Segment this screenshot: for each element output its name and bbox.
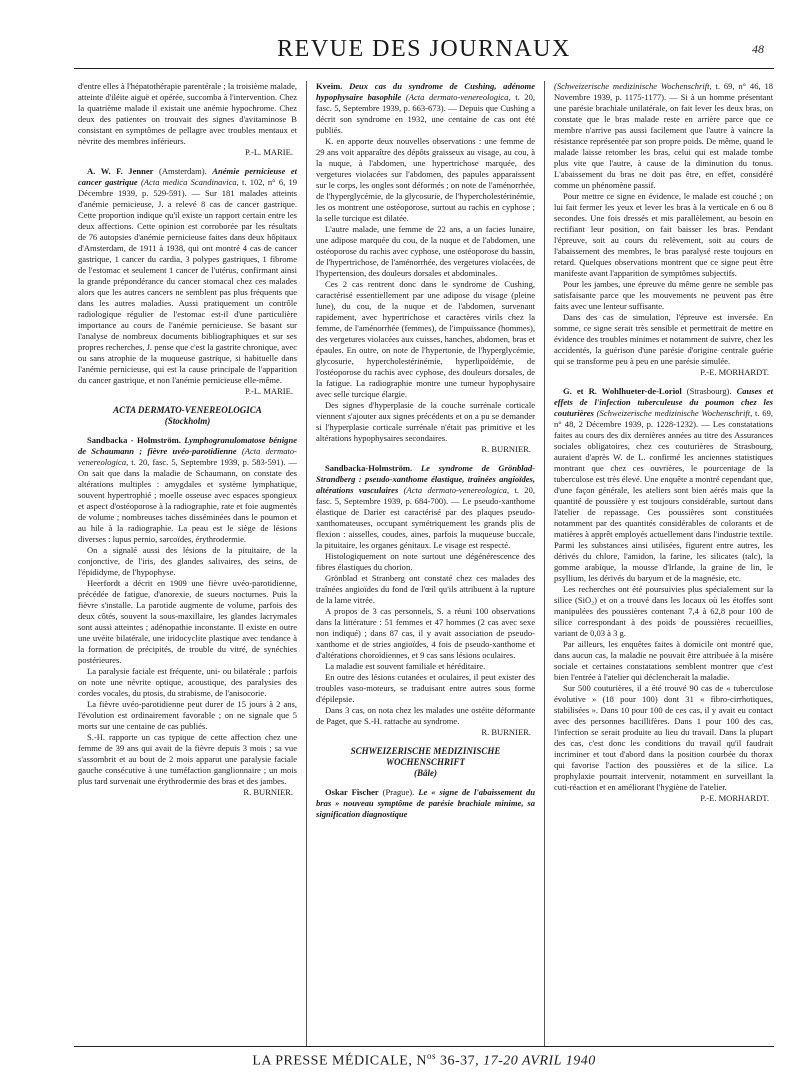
- paragraph: Les recherches ont été poursuivies plus spécialement sur la silice (SiO₂) et on a trouvé dans les locaux où les étoffes sont manipulées des poussières contenant 7,4 à 62,8 pour 100 de silice correspondant à des poids de poussières recueillies, variant de 0,03 à 3 g.: [554, 584, 773, 638]
- abstract-author: Sandbacka - Holmström.: [87, 435, 181, 445]
- paragraph: Heerfordt a décrit en 1909 une fièvre uvéo-parotidienne, précédée de fatigue, d'anorexie, de sueurs nocturnes. Puis la fièvre s'installe. La parotide augmente de volume, parfois des deux côtés, souvent la sous-maxillaire, les glandes lacrymales sont aussi atteintes ; adénopathie inconstante. Il existe en outre une uvéite bilatérale, une iridocyclite plastique avec tendance à la formation de précipités, de trouble du vitré, de synéchies postérieures.: [78, 578, 297, 665]
- column-divider: [306, 81, 307, 1046]
- abstract-body: , t. 20, fasc. 5, Septembre 1939, p. 663-673). — Depuis que Cushing a décrit son syndrome en 1932, une centaine de cas ont été publiés.: [316, 92, 535, 135]
- abstract-title: Anémie pernicieuse et cancer gastrique: [78, 166, 297, 187]
- paragraph: Par ailleurs, les enquêtes faites à domicile ont montré que, dans aucun cas, la maladie ne pouvait être attribuée à la misère sociale et certaines constatations semblent montrer que c'est bien l'entrée à l'atelier qui déclencherait la maladie.: [554, 639, 773, 682]
- author-signature: R. BURNIER.: [243, 787, 293, 797]
- abstract-author: A. W. F. Jenner: [87, 166, 154, 176]
- author-signature: R. BURNIER.: [481, 727, 531, 737]
- paragraph: La maladie est souvent familiale et héréditaire.: [325, 661, 486, 671]
- abstract-source: (Acta medica Scandinavica: [137, 177, 237, 187]
- article-abstract: [554, 386, 773, 584]
- paragraph: Pour mettre ce signe en évidence, le malade est couché ; on lui fait fermer les yeux et lever les bras à la verticale en 6 ou 8 secondes. Une fois dressés et mis parallèlement, au besoin en rectifiant leur position, on fait baisser les bras. Pendant l'épreuve, soit au cours du relèvement, soit au cours de l'abaissement des membres, le bras paralysé reste toujours en retard. Quelques observations montrent que ce signe peut être manifeste avant l'apparition de symptômes subjectifs.: [554, 191, 773, 278]
- footer-issue-sup: os: [426, 1051, 436, 1061]
- footer-journal: LA PRESSE MÉDICALE, N: [252, 1053, 427, 1069]
- abstract-location: (Amsterdam).: [153, 166, 213, 176]
- column-3: [554, 81, 773, 1046]
- abstract-body: , t. 20, fasc. 5, Septembre 1939, p. 684-700). — Le pseudo-xanthome élastique de Darier est caractérisé par des plaques pseudo-xanthomateuses, occupant symétriquement les grands plis de flexion : aisselles, coudes, aines, parfois la muqueuse buccale, la pituitaire, les organes génitaux. Le visage est respecté.: [316, 485, 535, 550]
- paragraph: Ces 2 cas rentrent donc dans le syndrome de Cushing, caractérisé essentiellement par une adipose du visage (pleine lune), du cou, de la nuque et de l'abdomen, survenant rapidement, avec hypertrichose et caractères virils chez la femme, de l'aménorrhée (femmes), de l'impuissance (hommes), des vergetures violacées aux cuisses, hanches, abdomen, bras et épaules. En outre, on note de l'hypertonie, de l'hyperglycémie, glycosurie, hypercholestérinémie, hyperlipoïdémie, de l'ostéoporose du rachis avec cyphose, des douleurs dorsales, de la fatigue. La radiographie montre une tumeur hypophysaire avec selle turcique élargie.: [316, 279, 535, 399]
- abstract-location: (Strasbourg).: [681, 386, 737, 396]
- abstract-title: Le syndrome de Grönblad-Strandberg : pseudo-xanthome élastique, traînées angioïdes, altérations vasculaires: [316, 463, 535, 495]
- abstract-source: (Acta dermato-venereologica: [401, 92, 509, 102]
- journal-city: (Stockholm): [164, 416, 211, 426]
- abstract-body: , t. 69, n° 48, 2 Décembre 1939, p. 1228-1232). — Les constatations faites au cours des dix dernières années au titre des Assurances sociales obligatoires, chez ces couturières de Strasbourg, auraient d'après W. de L. confirmé les anciennes statistiques montrant que chez ces ouvrières, le pourcentage de la tuberculose est très élevé. Une enquête a montré cependant que, d'une façon générale, les ateliers sont bien aérés mais que la quantité de poussière y est toujours considérable, surtout dans l'atelier de repassage. Ces poussières sont constituées notamment par des quantités considérables de colorants et de matières à apprêt employés actuellement dans l'industrie textile. Parmi les substances ainsi utilisées, figurent entre autres, les dérivés du chlore, l'amidon, la farine, les silicates (talc), la gomme arabique, la mousse d'Irlande, la graine de lin, le psyllium, les dérivés du baryum et de la magnésie, etc.: [554, 408, 773, 583]
- footer-rule: [74, 1046, 774, 1047]
- column-2: [316, 81, 535, 1046]
- abstract-body: , t. 20, fasc. 5, Septembre 1939, p. 583-591). — On sait que dans la maladie de Schaumann, on constate des altérations multiples : amygdales et système lymphatique, souvent hypertrophié ; moelle osseuse avec espaces spongieux et aspect d'ostéoporose à la radiographie, rate et foie augmentés de volume ; nombreuses taches disséminées dans le poumon et au hile à la radiographie. La peau est le siège de lésions diverses : lupus pernio, sarcoïdes, érythrodermie.: [78, 457, 297, 544]
- page-header: [74, 22, 774, 70]
- paragraph: L'autre malade, une femme de 22 ans, a un facies lunaire, une adipose marquée du cou, de la nuque et de l'abdomen, une ostéoporose du rachis avec cyphose, une ostéoporose du bassin, de l'hypertrichose, de l'aménorrhée, des vergetures violacées, de l'hypertension, des douleurs dorsales et abdominales.: [316, 224, 535, 278]
- abstract-source: (Acta dermato-venereologica: [78, 446, 297, 467]
- author-signature: P.-E. MORHARDT.: [700, 367, 769, 377]
- abstract-body: , t. 102, n° 6, 19 Décembre 1939, p. 529-591). — Sur 181 malades atteints d'anémie pernicieuse, J. a relevé 8 cas de cancer gastrique. Cette proportion indique qu'il existe un rapport certain entre les deux affections. Cette opinion est corroborée par les résultats de 76 autopsies d'anémie pernicieuse faites dans deux hôpitaux d'Amsterdam, de 1911 à 1938, qui ont montré 4 cas de cancer gastrique, 1 cancer du cardia, 3 polypes gastriques, 1 fibrome de l'estomac et seulement 1 cancer de l'utérus, confirmant ainsi la grande prépondérance du cancer stomacal chez ces malades alors que les autres cancers ne semblent pas plus fréquents que dans les autres maladies. Aussi pratiquement un contrôle radiologique régulier de l'estomac est-il d'une particulière importance au cours de l'anémie pernicieuse. Se basant sur l'analyse de nombreux documents bibliographiques et sur ses propres recherches, J. pense que c'est la gastrite chronique, avec ou sans atrophie de la muqueuse gastrique, si habituelle dans l'anémie pernicieuse, qui est la cause principale de l'apparition du cancer gastrique, et non l'anémie pernicieuse elle-même.: [78, 177, 297, 385]
- column-1: [78, 81, 297, 1046]
- abstract-author: G. et R. Wohlhueter-de-Loriol: [563, 386, 682, 396]
- abstract-body: , t. 69, n° 46, 18 Novembre 1939, p. 1175-1177). — Si à un homme présentant une parésie brachiale unilatérale, on fait lever les deux bras, on constate que le bras malade reste en arrière parce que ce membre n'arrive pas aussi facilement que l'autre à vaincre la résistance représentée par son propre poids. De même, quand le malade laisse retomber les bras, celui qui est malade tombe plus vite que l'autre, à cause de la diminution du tonus. L'abaissement du bras ne doit pas être, en effet, considéré comme un phénomène passif.: [554, 81, 773, 190]
- abstract-source: (Acta dermato-venereologica: [398, 485, 507, 495]
- paragraph: Histologiquement on note surtout une dégénérescence des fibres élastiques du chorion.: [316, 551, 535, 572]
- paragraph: A propos de 3 cas personnels, S. a réuni 100 observations dans la littérature : 51 femmes et 47 hommes (2 cas avec sexe non indiqué) ; dans 87 cas, il y avait association de pseudo-xanthome et de stries angioïdes, 4 fois de pseudo-xanthome et d'altérations choroïdiennes, et 9 cas sans lésions oculaires.: [316, 606, 535, 660]
- paragraph: La fièvre uvéo-parotidienne peut durer de 15 jours à 2 ans, l'évolution est ordinairement favorable ; on ne signale que 5 morts sur une centaine de cas publiés.: [78, 699, 297, 731]
- paragraph: La paralysie faciale est fréquente, uni- ou bilatérale ; parfois on note une névrite optique, acoustique, des paralysies des cordes vocales, du ptosis, du strabisme, de l'anisocorie.: [78, 666, 297, 698]
- article-abstract: [78, 166, 297, 386]
- paragraph: Pour les jambes, une épreuve du même genre ne semble pas satisfaisante parce que les mouvements ne peuvent pas être faits avec une lenteur suffisante.: [554, 279, 773, 311]
- paragraph: En outre des lésions cutanées et oculaires, il peut exister des troubles vaso-moteurs, se traduisant entre autres sous forme d'épilepsie.: [316, 672, 535, 704]
- abstract-author: Oskar Fischer: [325, 787, 379, 797]
- column-divider: [544, 81, 545, 1046]
- journal-heading: SCHWEIZERISCHE MEDIZINISCHE WOCHENSCHRIFT: [350, 746, 501, 767]
- author-signature: P.-L. MARIE.: [245, 386, 293, 396]
- abstract-location: (Prague).: [378, 787, 419, 797]
- article-abstract: [78, 435, 297, 545]
- paragraph: d'entre elles à l'hépatothérapie parentérale ; la troisième malade, atteinte d'iléite aiguë et opérée, succomba à l'intervention. Chez la quatrième malade il existait une anémie hypochrome. Chez deux des patientes on trouvait des signes d'avitaminose B consistant en symptômes de pellagre avec troubles mentaux et névrite des membres inférieurs.: [78, 81, 297, 146]
- article-abstract: [316, 81, 535, 136]
- author-signature: R. BURNIER.: [481, 444, 531, 454]
- author-signature: P.-E. MORHARDT.: [700, 793, 769, 803]
- footer-citation: [74, 1051, 774, 1070]
- article-continuation: [554, 81, 773, 191]
- paragraph: S.-H. rapporte un cas typique de cette affection chez une femme de 39 ans qui avait de la fièvre depuis 3 mois ; sa vue s'assombrit et au bout de 2 mois apparut une paralysie faciale gauche consécutive à une tuméfaction ganglionnaire ; un mois plus tard survenait une érythrodermie des bras et des jambes.: [78, 732, 297, 786]
- paragraph: Dans des cas de simulation, l'épreuve est inversée. En somme, ce signe serait très sensible et permettrait de mettre en évidence des troubles minimes et notamment de suivre, chez les accidentés, la guérison d'une parésie d'origine centrale guérie qui se transforme peu à peu en une parésie simulée.: [554, 312, 773, 366]
- header-rule: [74, 68, 774, 69]
- article-abstract: [316, 463, 535, 551]
- paragraph: Dans 3 cas, on nota chez les malades une ostéite déformante de Paget, que S.-H. rattache au syndrome.: [316, 705, 535, 726]
- article-abstract: [316, 787, 535, 820]
- abstract-source: (Schweizerische medizinische Wochenschrift: [593, 408, 751, 418]
- paragraph: Sur 500 couturières, il a été trouvé 90 cas de « tuberculose évolutive » (18 pour 100) dont 31 « fibro-cirrhotiques, stabilisées ». Dans 10 pour 100 de ces cas, il y avait eu contact avec des personnes bacillifères. Dans 1 pour 100 des cas, l'infection se serait produite au lieu du travail. Dans la plupart des cas, c'est donc les conditions du travail qu'il faudrait incriminer et tout d'abord dans la position courbée du thorax qui favorise l'action des poussières et de la silice. La prophylaxie pourrait intervenir, notamment en surveillant la cuti-réaction et en améliorant l'hygiène de l'atelier.: [554, 683, 773, 792]
- abstract-title: Lymphogranulomatose bénigne de Schaumann ; fièvre uvéo-parotidienne: [78, 435, 297, 456]
- paragraph: Grönblad et Stranberg ont constaté chez ces malades des traînées angioïdes du fond de l'œil qu'ils attribuent à la rupture de la lame vitrée.: [316, 573, 535, 605]
- article-columns: [78, 81, 773, 1046]
- journal-city: (Bâle): [414, 768, 437, 778]
- running-title: REVUE DES JOURNAUX: [277, 36, 571, 62]
- paragraph: Des signes d'hyperplasie de la couche surrénale corticale viennent s'ajouter aux signes précédents et on a pu se demander si l'hyperplasie corticale surrénale n'était pas primitive et les altérations hypophysaires secondaires.: [316, 400, 535, 443]
- author-signature: P.-L. MARIE.: [245, 147, 293, 157]
- abstract-title: Le « signe de l'abaissement du bras » nouveau symptôme de parésie brachiale minime, sa signification diagnostique: [316, 787, 535, 819]
- journal-heading: ACTA DERMATO-VENEREOLOGICA: [113, 405, 262, 415]
- paragraph: K. en apporte deux nouvelles observations : une femme de 29 ans voit apparaître des dépôts graisseux au visage, au cou, à la nuque, à l'abdomen, une hypertrichose marquée, des vergetures violacées sur l'abdomen, des papules apparaissent sur le corps, les ongles sont déformés ; on note de l'aménorrhée, de l'hyperglycémie, de la glycosurie, de l'hypercholestérinémie, les os montrent une ostéoporose, surtout au rachis en cyphose ; la selle turcique est dilatée.: [316, 136, 535, 223]
- page-footer: [74, 1046, 774, 1074]
- paragraph: On a signalé aussi des lésions de la pituitaire, de la conjonctive, de l'iris, des glandes salivaires, des seins, de l'épididyme, de l'hypophyse.: [78, 545, 297, 577]
- abstract-title: Deux cas du syndrome de Cushing, adénome hypophysaire basophile: [316, 81, 535, 102]
- abstract-author: Sandbacka-Holmström.: [325, 463, 413, 473]
- abstract-author: Kveim.: [316, 81, 343, 91]
- footer-issue: 36-37,: [435, 1053, 484, 1069]
- abstract-source: (Schweizerische medizinische Wochenschrift: [554, 81, 710, 91]
- page-number: 48: [752, 42, 764, 56]
- footer-date: 17-20 AVRIL 1940: [483, 1053, 596, 1069]
- abstract-title: Causes et effets de l'infection tuberculeuse du poumon chez les couturières: [554, 386, 773, 418]
